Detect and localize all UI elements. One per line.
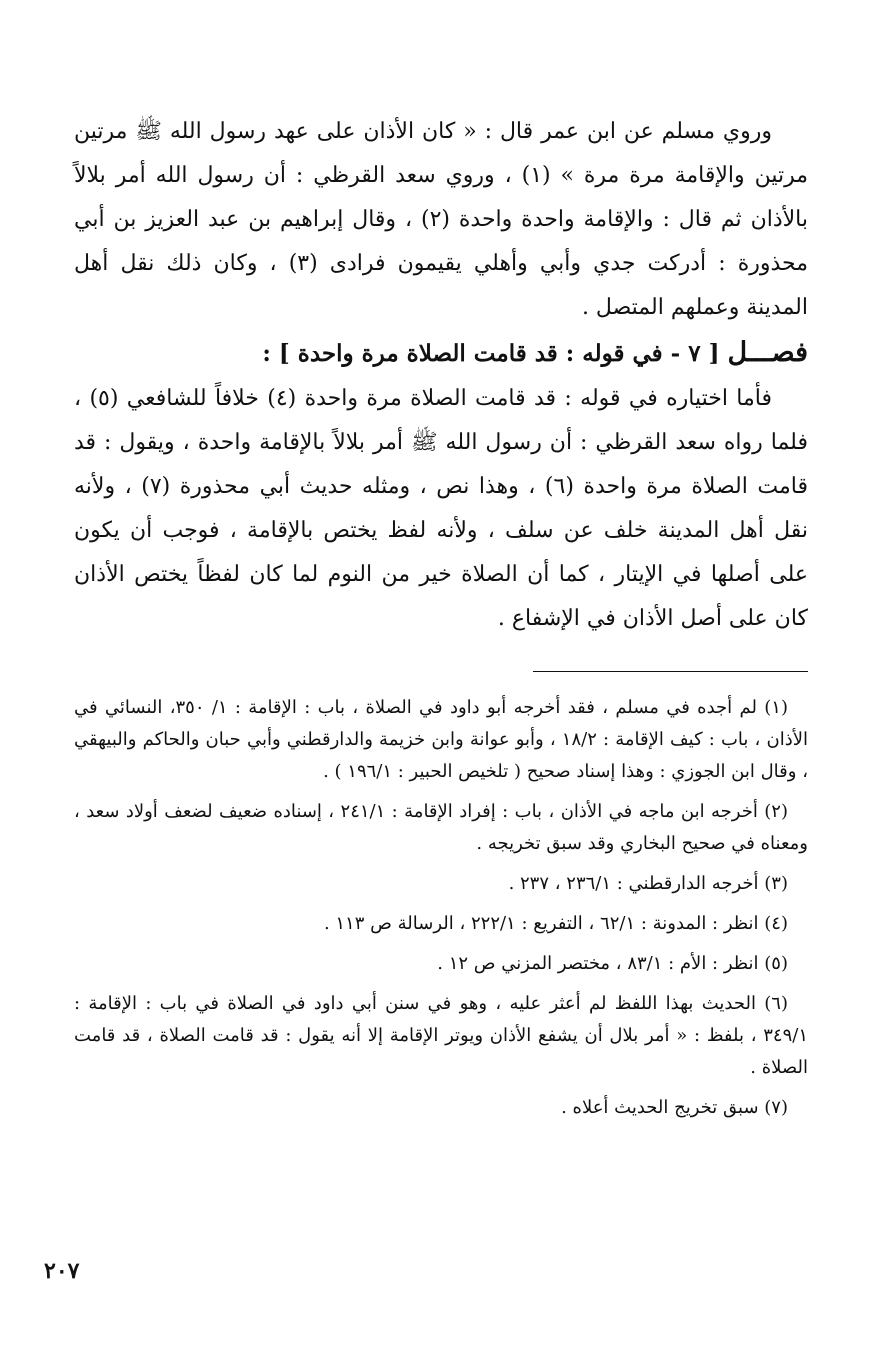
page-number: ٢٠٧ — [44, 1258, 80, 1284]
page-content — [74, 110, 808, 1132]
body-text — [74, 110, 808, 330]
footnote-3: (٣) أخرجه الدارقطني : ٢٣٦/١ ، ٢٣٧ . — [508, 873, 788, 894]
footnote-7: (٧) سبق تخريج الحديث أعلاه . — [561, 1097, 788, 1118]
footnote-2: (٢) أخرجه ابن ماجه في الأذان ، باب : إفراد الإقامة : ٢٤١/١ ، إسناده ضعيف لضعف أولاد سعد ، ومعناه في صحيح البخاري وقد سبق تخريجه . — [74, 801, 808, 854]
footnotes — [74, 692, 808, 1124]
footnote-4: (٤) انظر : المدونة : ٦٢/١ ، التفريع : ٢٢٢/١ ، الرسالة ص ١١٣ . — [323, 913, 788, 934]
paragraph-adhan-narrations: وروي مسلم عن ابن عمر قال : « كان الأذان على عهد رسول الله ﷺ مرتين مرتين والإقامة مرة مرة » (١) ، وروي سعد القرظي : أن رسول الله أمر بلالاً بالأذان ثم قال : والإقامة واحدة واحدة (٢) ، وقال إبراهيم بن عبد العزيز بن أبي محذورة : أدركت جدي وأبي وأهلي يقيمون فرادى (٣) ، وكان ذلك نقل أهل المدينة وعملهم المتصل . — [74, 119, 809, 320]
footnote-6: (٦) الحديث بهذا اللفظ لم أعثر عليه ، وهو في سنن أبي داود في الصلاة في باب : الإقامة : ٣٤٩/١ ، بلفظ : « أمر بلال أن يشفع الأذان ويوتر الإقامة إلا أنه يقول : قد قامت الصلاة ، قد قامت الصلاة . — [74, 993, 808, 1078]
footnote-divider — [533, 671, 808, 672]
paragraph-iqama-opinion: فأما اختياره في قوله : قد قامت الصلاة مرة واحدة (٤) خلافاً للشافعي (٥) ، فلما رواه سعد القرظي : أن رسول الله ﷺ أمر بلالاً بالإقامة واحدة ، ويقول : قد قامت الصلاة مرة واحدة (٦) ، وهذا نص ، ومثله حديث أبي محذورة (٧) ، ولأنه نقل أهل المدينة خلف عن سلف ، ولأنه لفظ يختص بالإقامة ، فوجب أن يكون على أصلها في الإيتار ، كما أن الصلاة خير من النوم لما كان لفظاً يختص الأذان كان على أصل الأذان في الإشفاع . — [74, 386, 808, 631]
footnote-1: (١) لم أجده في مسلم ، فقد أخرجه أبو داود في الصلاة ، باب : الإقامة : ١/ ٣٥٠، النسائي في الأذان ، باب : كيف الإقامة : ١٨/٢ ، وأبو عوانة وابن خزيمة والدارقطني وأبي حبان والحاكم والبيهقي ، وقال ابن الجوزي : وهذا إسناد صحيح ( تلخيص الحبير : ١٩٦/١ ) . — [74, 697, 808, 782]
section-body-text — [74, 377, 808, 641]
section-heading-title: [ ٧ - في قوله : قد قامت الصلاة مرة واحدة ] : — [262, 340, 720, 367]
section-heading-fasl: فصـــل — [727, 337, 808, 368]
footnote-5: (٥) انظر : الأم : ٨٣/١ ، مختصر المزني ص ١٢ . — [437, 953, 788, 974]
section-heading — [74, 330, 808, 377]
